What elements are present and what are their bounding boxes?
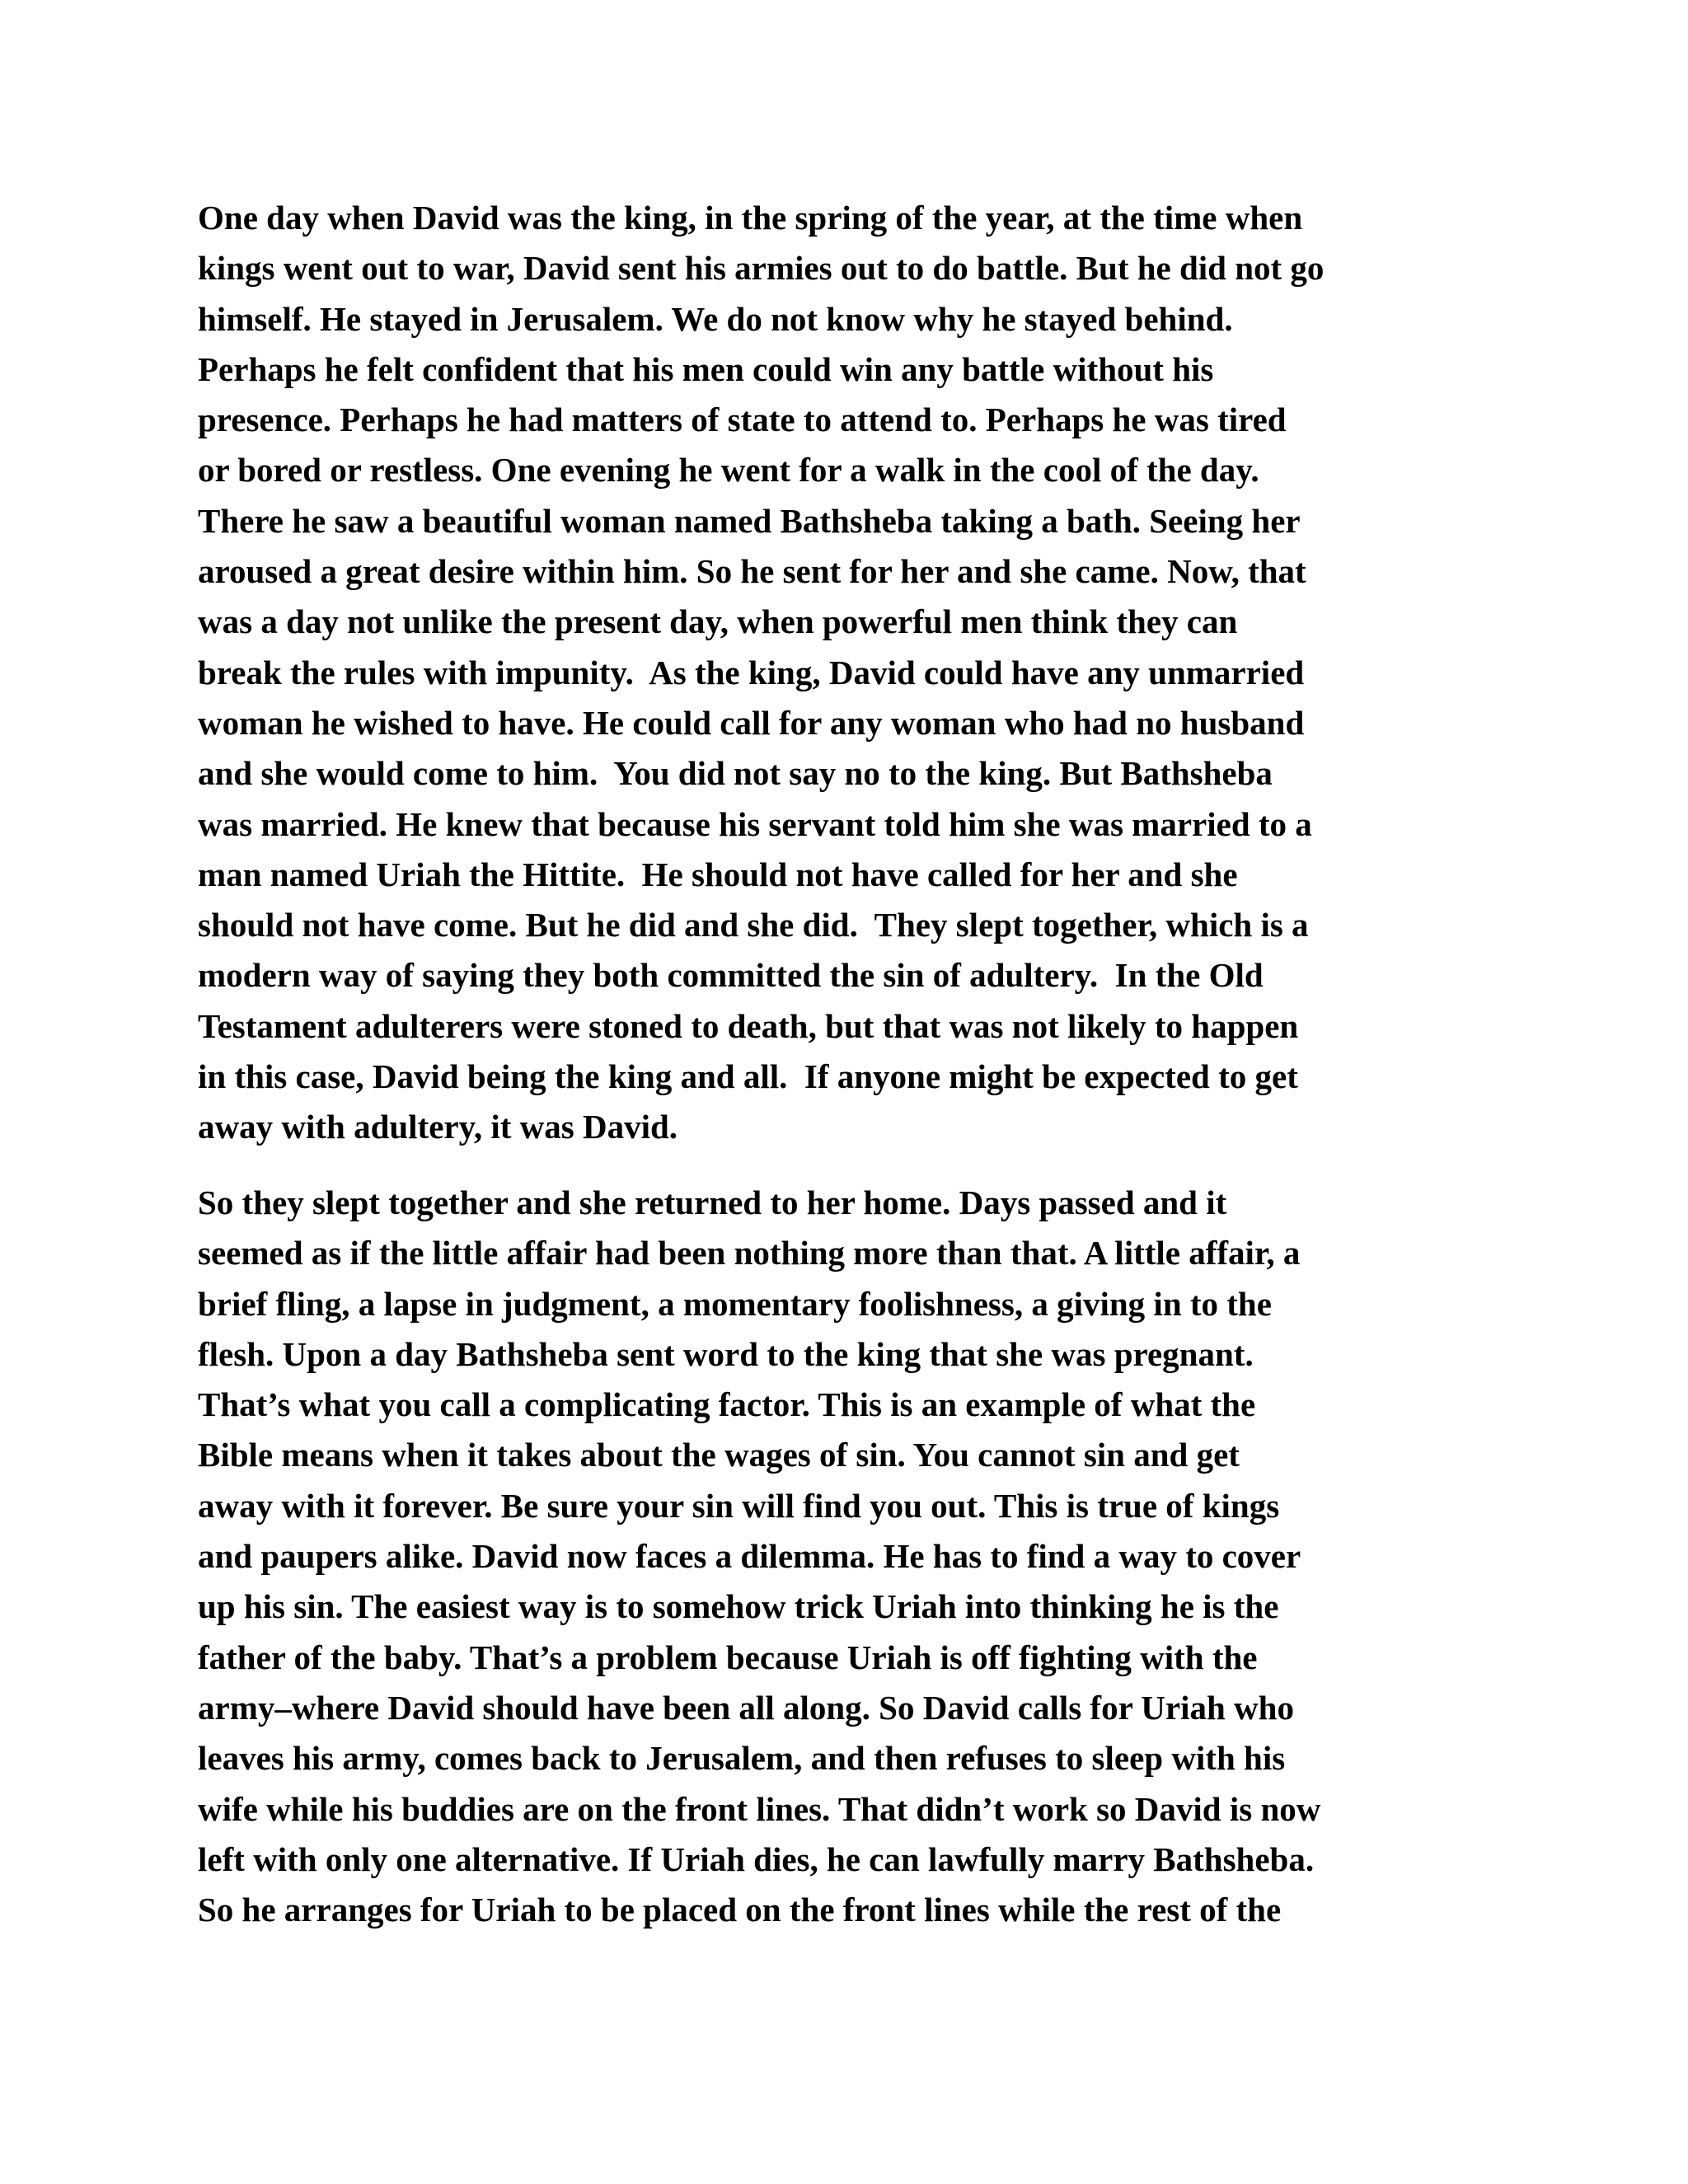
text-line: Testament adulterers were stoned to death, but that was not likely to happen — [198, 1006, 1299, 1045]
text-line: One day when David was the king, in the spring of the year, at the time when — [198, 199, 1303, 237]
text-line: woman he wished to have. He could call for any woman who had no husband — [198, 703, 1305, 742]
text-line: break the rules with impunity. As the king, David could have any unmarried — [198, 653, 1305, 691]
text-line: in this case, David being the king and all. If anyone might be expected to get — [198, 1057, 1298, 1096]
paragraph-2 — [198, 1178, 1508, 1935]
text-line: seemed as if the little affair had been nothing more than that. A little affair, a — [198, 1234, 1301, 1272]
text-line: leaves his army, comes back to Jerusalem, and then refuses to sleep with his — [198, 1739, 1286, 1778]
text-line: or bored or restless. One evening he went for a walk in the cool of the day. — [198, 451, 1259, 490]
text-line: Perhaps he felt confident that his men could win any battle without his — [198, 349, 1214, 388]
text-line: left with only one alternative. If Uriah dies, he can lawfully marry Bathsheba. — [198, 1840, 1315, 1878]
text-line: himself. He stayed in Jerusalem. We do not know why he stayed behind. — [198, 299, 1233, 338]
text-line: was married. He knew that because his servant told him she was married to a — [198, 804, 1312, 843]
text-line: Bible means when it takes about the wages of sin. You cannot sin and get — [198, 1436, 1240, 1474]
text-line: There he saw a beautiful woman named Bathsheba taking a bath. Seeing her — [198, 501, 1301, 540]
text-line: brief fling, a lapse in judgment, a momentary foolishness, a giving in to the — [198, 1284, 1272, 1323]
text-line: kings went out to war, David sent his armies out to do battle. But he did not go — [198, 249, 1325, 288]
text-line: away with it forever. Be sure your sin will find you out. This is true of kings — [198, 1486, 1280, 1525]
text-line: So he arranges for Uriah to be placed on the front lines while the rest of the — [198, 1891, 1282, 1929]
text-line: was a day not unlike the present day, when powerful men think they can — [198, 602, 1238, 641]
text-line: should not have come. But he did and she did. They slept together, which is a — [198, 906, 1309, 944]
text-line: aroused a great desire within him. So he sent for her and she came. Now, that — [198, 552, 1306, 591]
text-line: and she would come to him. You did not say no to the king. But Bathsheba — [198, 754, 1273, 793]
text-line: wife while his buddies are on the front lines. That didn’t work so David is now — [198, 1789, 1321, 1828]
text-line: away with adultery, it was David. — [198, 1108, 678, 1146]
text-line: and paupers alike. David now faces a dilemma. He has to find a way to cover — [198, 1537, 1301, 1576]
text-line: So they slept together and she returned to her home. Days passed and it — [198, 1183, 1227, 1221]
text-line: That’s what you call a complicating factor. This is an example of what the — [198, 1385, 1256, 1424]
text-line: flesh. Upon a day Bathsheba sent word to the king that she was pregnant. — [198, 1334, 1254, 1373]
text-line: modern way of saying they both committed the sin of adultery. In the Old — [198, 956, 1264, 995]
text-line: up his sin. The easiest way is to somehow trick Uriah into thinking he is the — [198, 1587, 1279, 1626]
text-line: father of the baby. That’s a problem because Uriah is off fighting with the — [198, 1638, 1258, 1676]
text-line: army–where David should have been all along. So David calls for Uriah who — [198, 1688, 1294, 1727]
text-line: presence. Perhaps he had matters of state to attend to. Perhaps he was tired — [198, 401, 1287, 439]
text-line: man named Uriah the Hittite. He should not have called for her and she — [198, 855, 1238, 893]
paragraph-1 — [198, 193, 1508, 1153]
